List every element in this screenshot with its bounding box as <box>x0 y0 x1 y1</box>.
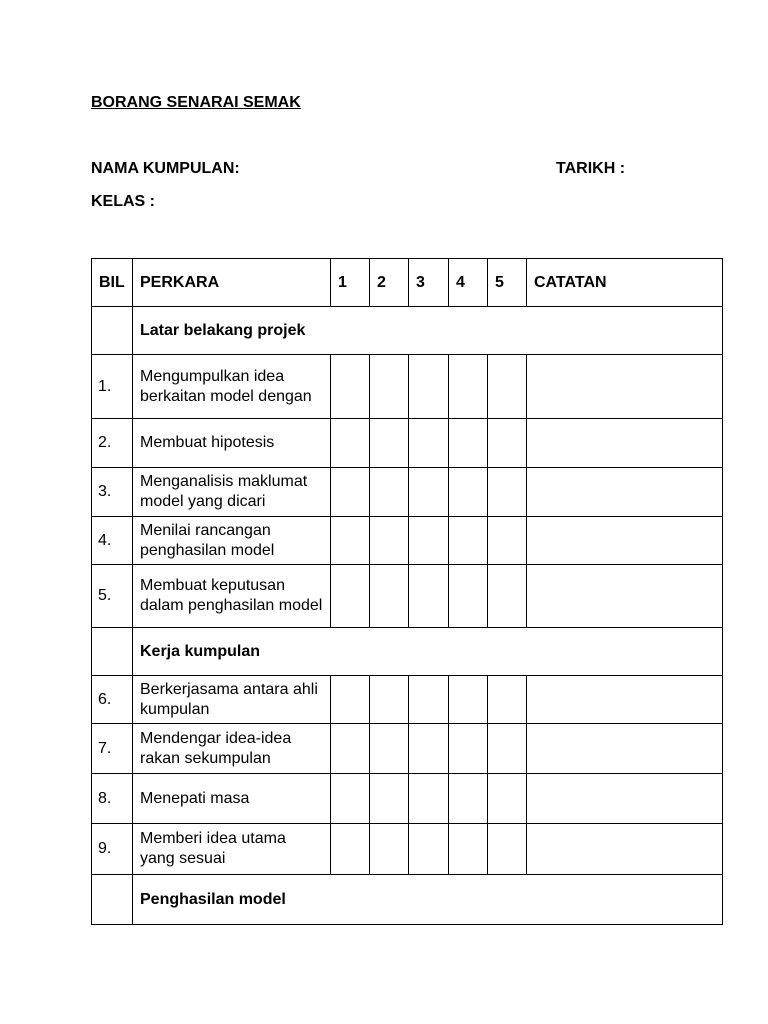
header-bil: BIL <box>92 259 133 307</box>
catatan-cell[interactable] <box>527 355 723 419</box>
score-cell-1[interactable] <box>331 676 370 724</box>
table-row <box>92 824 723 875</box>
score-cell-5[interactable] <box>488 774 527 824</box>
score-cell-5[interactable] <box>488 517 527 565</box>
catatan-cell[interactable] <box>527 724 723 774</box>
score-cell-2[interactable] <box>370 565 409 628</box>
score-cell-4[interactable] <box>449 565 488 628</box>
score-cell-5[interactable] <box>488 355 527 419</box>
section-row <box>92 307 723 355</box>
score-cell-1[interactable] <box>331 724 370 774</box>
header-score-2: 2 <box>370 259 409 307</box>
perkara-text: Berkerjasama antara ahli kumpulan <box>140 680 318 718</box>
score-cell-3[interactable] <box>409 419 449 468</box>
bil-cell: 1. <box>92 355 133 419</box>
score-cell-3[interactable] <box>409 774 449 824</box>
perkara-cell <box>133 419 331 468</box>
section-label <box>133 628 723 676</box>
score-cell-1[interactable] <box>331 565 370 628</box>
nama-kumpulan-label: NAMA KUMPULAN: <box>91 160 240 177</box>
score-cell-3[interactable] <box>409 565 449 628</box>
section-row <box>92 628 723 676</box>
tarikh-label: TARIKH : <box>556 160 626 177</box>
score-cell-4[interactable] <box>449 824 488 875</box>
bil-cell: 3. <box>92 468 133 517</box>
perkara-cell <box>133 676 331 724</box>
perkara-cell <box>133 355 331 419</box>
section-label-text: Penghasilan model <box>140 890 286 908</box>
score-cell-3[interactable] <box>409 517 449 565</box>
perkara-text: Menepati masa <box>140 789 250 807</box>
perkara-text: Menganalisis maklumat model yang dicari <box>140 473 308 510</box>
bil-cell: 2. <box>92 419 133 468</box>
bil-cell: 5. <box>92 565 133 628</box>
score-cell-2[interactable] <box>370 355 409 419</box>
perkara-text: Mendengar idea-idea rakan sekumpulan <box>140 729 292 767</box>
score-cell-2[interactable] <box>370 774 409 824</box>
bil-cell: 9. <box>92 824 133 875</box>
bil-cell <box>92 875 133 925</box>
score-cell-2[interactable] <box>370 824 409 875</box>
bil-cell <box>92 307 133 355</box>
score-cell-2[interactable] <box>370 517 409 565</box>
header-catatan: CATATAN <box>527 259 723 307</box>
score-cell-3[interactable] <box>409 676 449 724</box>
score-cell-2[interactable] <box>370 419 409 468</box>
table-row <box>92 468 723 517</box>
catatan-cell[interactable] <box>527 419 723 468</box>
table-row <box>92 565 723 628</box>
catatan-cell[interactable] <box>527 824 723 875</box>
perkara-cell <box>133 565 331 628</box>
score-cell-1[interactable] <box>331 468 370 517</box>
perkara-cell <box>133 517 331 565</box>
section-row <box>92 875 723 925</box>
score-cell-5[interactable] <box>488 419 527 468</box>
score-cell-4[interactable] <box>449 517 488 565</box>
score-cell-4[interactable] <box>449 724 488 774</box>
score-cell-5[interactable] <box>488 724 527 774</box>
section-label-text: Latar belakang projek <box>140 321 306 339</box>
table-row <box>92 517 723 565</box>
checklist-table <box>91 258 723 925</box>
score-cell-2[interactable] <box>370 724 409 774</box>
table-row <box>92 724 723 774</box>
header-score-5: 5 <box>488 259 527 307</box>
score-cell-5[interactable] <box>488 676 527 724</box>
perkara-cell <box>133 824 331 875</box>
score-cell-3[interactable] <box>409 724 449 774</box>
catatan-cell[interactable] <box>527 774 723 824</box>
page-title: BORANG SENARAI SEMAK <box>91 94 301 111</box>
header-score-4: 4 <box>449 259 488 307</box>
score-cell-1[interactable] <box>331 419 370 468</box>
kelas-label: KELAS : <box>91 193 155 210</box>
catatan-cell[interactable] <box>527 517 723 565</box>
perkara-text: Mengumpulkan idea berkaitan model dengan <box>140 367 312 405</box>
score-cell-5[interactable] <box>488 824 527 875</box>
score-cell-1[interactable] <box>331 824 370 875</box>
section-label <box>133 307 723 355</box>
table-row <box>92 419 723 468</box>
header-score-3: 3 <box>409 259 449 307</box>
perkara-text: Membuat hipotesis <box>140 434 275 451</box>
perkara-cell <box>133 724 331 774</box>
perkara-cell <box>133 774 331 824</box>
header-perkara: PERKARA <box>133 259 331 307</box>
bil-cell: 7. <box>92 724 133 774</box>
bil-cell: 6. <box>92 676 133 724</box>
catatan-cell[interactable] <box>527 676 723 724</box>
score-cell-5[interactable] <box>488 468 527 517</box>
score-cell-1[interactable] <box>331 774 370 824</box>
bil-cell: 4. <box>92 517 133 565</box>
score-cell-1[interactable] <box>331 517 370 565</box>
perkara-text: Membuat keputusan dalam penghasilan model <box>140 577 323 614</box>
perkara-text: Menilai rancangan penghasilan model <box>140 521 275 559</box>
score-cell-2[interactable] <box>370 676 409 724</box>
score-cell-4[interactable] <box>449 774 488 824</box>
bil-cell <box>92 628 133 676</box>
section-label-text: Kerja kumpulan <box>140 642 261 660</box>
header-row <box>92 259 723 307</box>
catatan-cell[interactable] <box>527 468 723 517</box>
table-row <box>92 676 723 724</box>
score-cell-1[interactable] <box>331 355 370 419</box>
table-row <box>92 355 723 419</box>
catatan-cell[interactable] <box>527 565 723 628</box>
score-cell-4[interactable] <box>449 355 488 419</box>
score-cell-2[interactable] <box>370 468 409 517</box>
score-cell-4[interactable] <box>449 419 488 468</box>
score-cell-4[interactable] <box>449 468 488 517</box>
table-row <box>92 774 723 824</box>
score-cell-3[interactable] <box>409 824 449 875</box>
score-cell-5[interactable] <box>488 565 527 628</box>
perkara-text: Memberi idea utama yang sesuai <box>140 830 286 867</box>
header-score-1: 1 <box>331 259 370 307</box>
score-cell-4[interactable] <box>449 676 488 724</box>
bil-cell: 8. <box>92 774 133 824</box>
score-cell-3[interactable] <box>409 468 449 517</box>
score-cell-3[interactable] <box>409 355 449 419</box>
perkara-cell <box>133 468 331 517</box>
section-label <box>133 875 723 925</box>
